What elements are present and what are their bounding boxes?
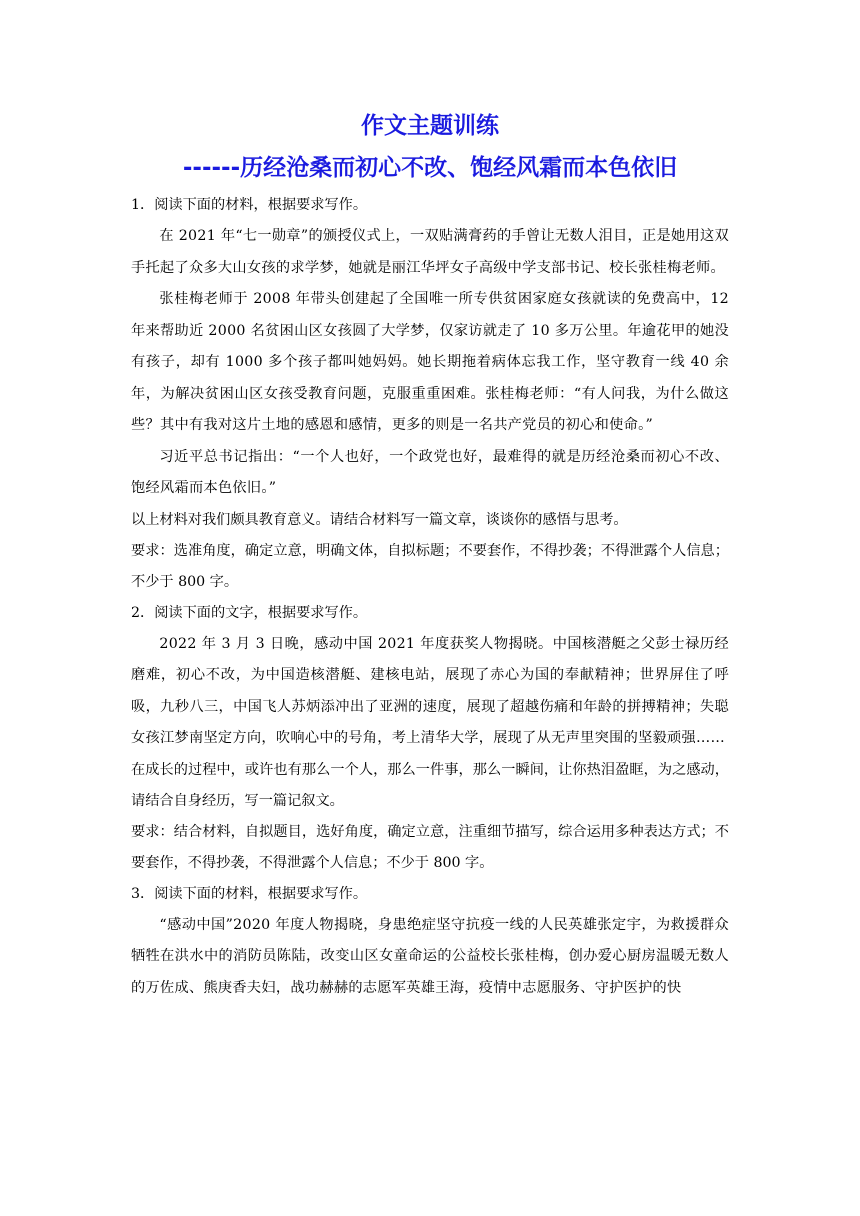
question-3-paragraph-1: “感动中国”2020 年度人物揭晓，身患绝症坚守抗疫一线的人民英雄张定宇，为救援群众牺牲在洪水中的消防员陈陆，改变山区女童命运的公益校长张桂梅，创办爱心厨房温暖无数人的万佐成、熊庚香夫妇，战功赫赫的志愿军英雄王海，疫情中志愿服务、守护医护的快 bbox=[131, 916, 729, 996]
question-1-heading: 1．阅读下面的材料，根据要求写作。 bbox=[131, 197, 368, 213]
question-1-prompt: 以上材料对我们颇具教育意义。请结合材料写一篇文章，谈谈你的感悟与思考。 bbox=[131, 511, 628, 528]
question-1-paragraph-3: 习近平总书记指出：“一个人也好，一个政党也好，最难得的就是历经沧桑而初心不改、饱经风霜而本色依旧。” bbox=[131, 448, 729, 496]
question-3-heading: 3．阅读下面的材料，根据要求写作。 bbox=[131, 885, 368, 902]
question-2-paragraph-2: 在成长的过程中，或许也有那么一个人，那么一件事，那么一瞬间，让你热泪盈眶，为之感动，请结合自身经历，写一篇记叙文。 bbox=[131, 761, 729, 809]
document-content bbox=[131, 108, 729, 1004]
question-1-paragraph-2: 张桂梅老师于 2008 年带头创建起了全国唯一所专供贫困家庭女孩就读的免费高中，12 年来帮助近 2000 名贫困山区女孩圆了大学梦，仅家访就走了 10 多万公里。年逾花甲的她没有孩子，却有 1000 多个孩子都叫她妈妈。她长期拖着病体忘我工作，坚守教育一线 40 余年，为解决贫困山区女孩受教育问题，克服重重困难。张桂梅老师：“有人问我，为什么做这些？其中有我对这片土地的感恩和感情，更多的则是一名共产党员的初心和使命。” bbox=[131, 291, 729, 433]
page-subtitle: ------历经沧桑而初心不改、饱经风霜而本色依旧 bbox=[182, 155, 678, 181]
question-2-requirements: 要求：结合材料，自拟题目，选好角度，确定立意，注重细节描写，综合运用多种表达方式；不要套作，不得抄袭，不得泄露个人信息；不少于 800 字。 bbox=[131, 823, 729, 871]
question-1-paragraph-1: 在 2021 年“七一勋章”的颁授仪式上，一双贴满膏药的手曾让无数人泪目，正是她用这双手托起了众多大山女孩的求学梦，她就是丽江华坪女子高级中学支部书记、校长张桂梅老师。 bbox=[131, 228, 729, 276]
question-2-paragraph-1: 2022 年 3 月 3 日晚，感动中国 2021 年度获奖人物揭晓。中国核潜艇之父彭士禄历经磨难，初心不改，为中国造核潜艇、建核电站，展现了赤心为国的奉献精神；世界屏住了呼吸，九秒八三，中国飞人苏炳添冲出了亚洲的速度，展现了超越伤痛和年龄的拼搏精神；失聪女孩江梦南坚定方向，吹响心中的号角，考上清华大学，展现了从无声里突围的坚毅顽强…… bbox=[131, 635, 729, 746]
question-1-requirements: 要求：选准角度，确定立意，明确文体，自拟标题；不要套作，不得抄袭；不得泄露个人信息；不少于 800 字。 bbox=[131, 542, 729, 590]
page-title: 作文主题训练 bbox=[361, 113, 499, 139]
question-2-heading: 2．阅读下面的文字，根据要求写作。 bbox=[131, 604, 368, 621]
